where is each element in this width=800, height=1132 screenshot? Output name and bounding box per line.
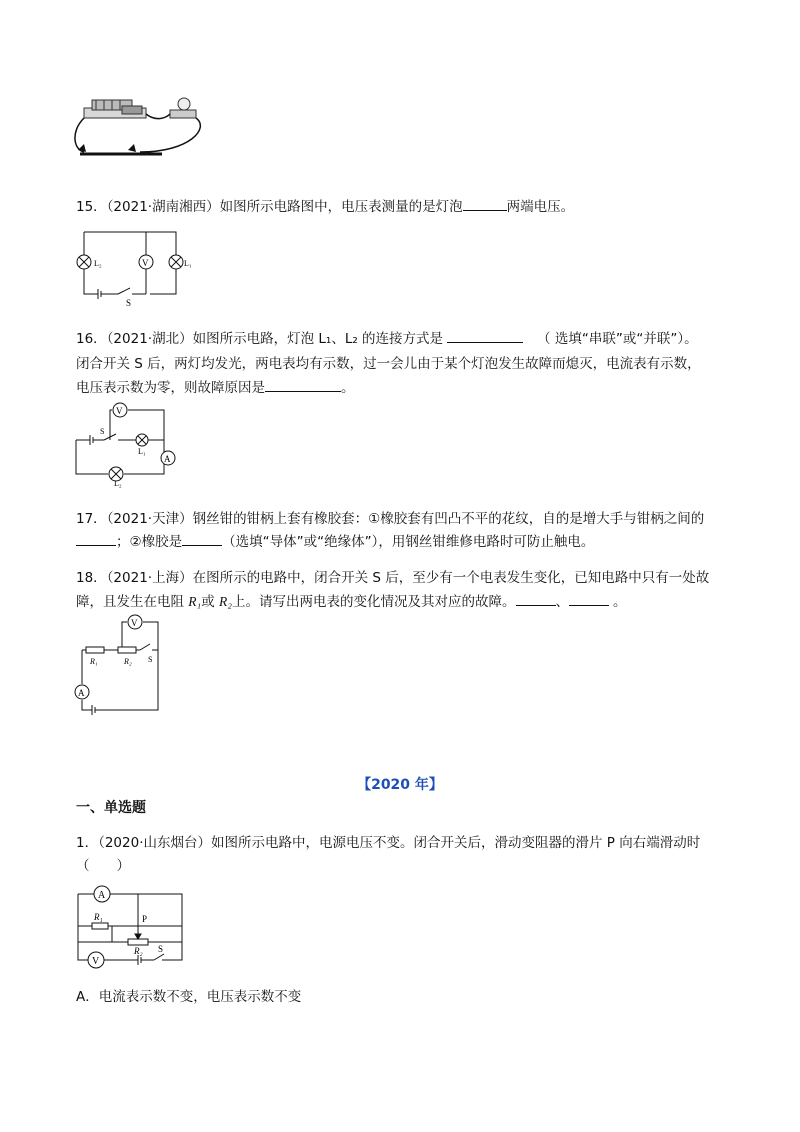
label-a: A <box>78 688 85 698</box>
label-s: S <box>100 427 105 436</box>
label-l1: L₁ <box>184 259 192 268</box>
question-number: 16． <box>76 331 107 347</box>
question-stem: （ 选填“串联”或“并联”）。 <box>537 331 698 347</box>
question-stem: 。 <box>341 380 355 396</box>
apparatus-photo <box>70 92 220 162</box>
question-stem: 如图所示电路图中，电压表测量的是灯泡 <box>219 199 463 215</box>
label-l2: L₂ <box>94 259 102 268</box>
question-15 <box>76 196 574 218</box>
label-v: V <box>142 258 149 268</box>
question-source: （2021·湖南湘西） <box>106 199 220 215</box>
answer-blank <box>182 531 222 546</box>
label-s: S <box>158 944 164 954</box>
answer-blank <box>265 377 341 392</box>
label-r1: R₁ <box>90 657 98 666</box>
label-v: V <box>116 406 123 416</box>
circuit-diagram-q15 <box>72 228 192 308</box>
label-v: V <box>92 956 100 967</box>
question-stem: 如图所示电路，灯泡 L₁、L₂ 的连接方式是 <box>192 331 444 347</box>
answer-blank <box>447 328 523 343</box>
question-stem: 钢丝钳的钳柄上套有橡胶套：①橡胶套有凹凸不平的花纹，自的是增大手与钳柄之间的 <box>192 511 705 527</box>
label-l1: L₁ <box>138 447 146 456</box>
label-l2: L₂ <box>114 479 122 488</box>
question-stem: 上。请写出两电表的变化情况及其对应的故障。 <box>232 594 516 610</box>
label-a: A <box>164 454 171 464</box>
symbol-r1: R₁ <box>188 594 202 609</box>
question-stem: （选填“导体”或“绝缘体”），用钢丝钳维修电路时可防止触电。 <box>222 534 595 550</box>
question-18-line-1 <box>76 567 709 589</box>
answer-blank <box>569 591 609 606</box>
separator: 、 <box>555 594 569 610</box>
question-stem: 或 <box>201 594 220 610</box>
circuit-diagram-q18 <box>72 612 172 722</box>
label-s: S <box>126 298 132 308</box>
label-r2: R₂ <box>124 657 132 666</box>
question-number: 18． <box>76 570 107 586</box>
question-16-line-1 <box>76 328 698 350</box>
label-p: P <box>142 914 148 924</box>
question-stem: 电压表示数为零，则故障原因是 <box>76 380 265 396</box>
question-stem: 在图所示的电路中，闭合开关 S 后，至少有一个电表发生变化，已知电路中只有一处故 <box>192 570 710 586</box>
answer-blank <box>76 531 116 546</box>
option-a: A．电流表示数不变，电压表示数不变 <box>76 989 302 1005</box>
label-a: A <box>98 890 106 901</box>
question-source: （2021·上海） <box>106 570 193 586</box>
question-stem: 两端电压。 <box>506 199 575 215</box>
section-heading: 一、单选题 <box>76 800 146 816</box>
question-stem: 如图所示电路中，电源电压不变。闭合开关后，滑动变阻器的滑片 P 向右端滑动时 <box>211 835 701 851</box>
question-number: 1． <box>76 835 99 851</box>
question-source: （2021·天津） <box>106 511 193 527</box>
question-stem: ；②橡胶是 <box>116 534 183 550</box>
question-number: 15． <box>76 199 107 215</box>
answer-blank <box>516 591 556 606</box>
question-16-line-2: 闭合开关 S 后，两灯均发光，两电表均有示数，过一会儿由于某个灯泡发生故障而熄灭，电流表有示数， <box>76 356 701 372</box>
label-s: S <box>148 655 153 664</box>
question-17-line-2 <box>76 531 594 553</box>
question-stem: 障，且发生在电阻 <box>76 594 189 610</box>
question-1-line-1 <box>76 832 700 854</box>
circuit-diagram-q16 <box>70 404 186 488</box>
question-source: （2020·山东烟台） <box>98 835 211 851</box>
label-r2: R₂ <box>134 946 143 956</box>
question-18-line-2 <box>76 591 627 613</box>
year-heading: 【2020 年】 <box>357 777 443 793</box>
question-1-paren: （ ） <box>76 858 130 874</box>
circuit-diagram-q1 <box>72 882 192 972</box>
symbol-r2: R₂ <box>219 594 232 609</box>
question-16-line-3 <box>76 377 355 399</box>
question-source: （2021·湖北） <box>106 331 193 347</box>
question-number: 17． <box>76 511 107 527</box>
end-mark: 。 <box>613 594 627 610</box>
question-17-line-1 <box>76 508 704 530</box>
label-r1: R₁ <box>94 912 103 922</box>
label-v: V <box>131 618 138 628</box>
answer-blank <box>463 196 507 211</box>
